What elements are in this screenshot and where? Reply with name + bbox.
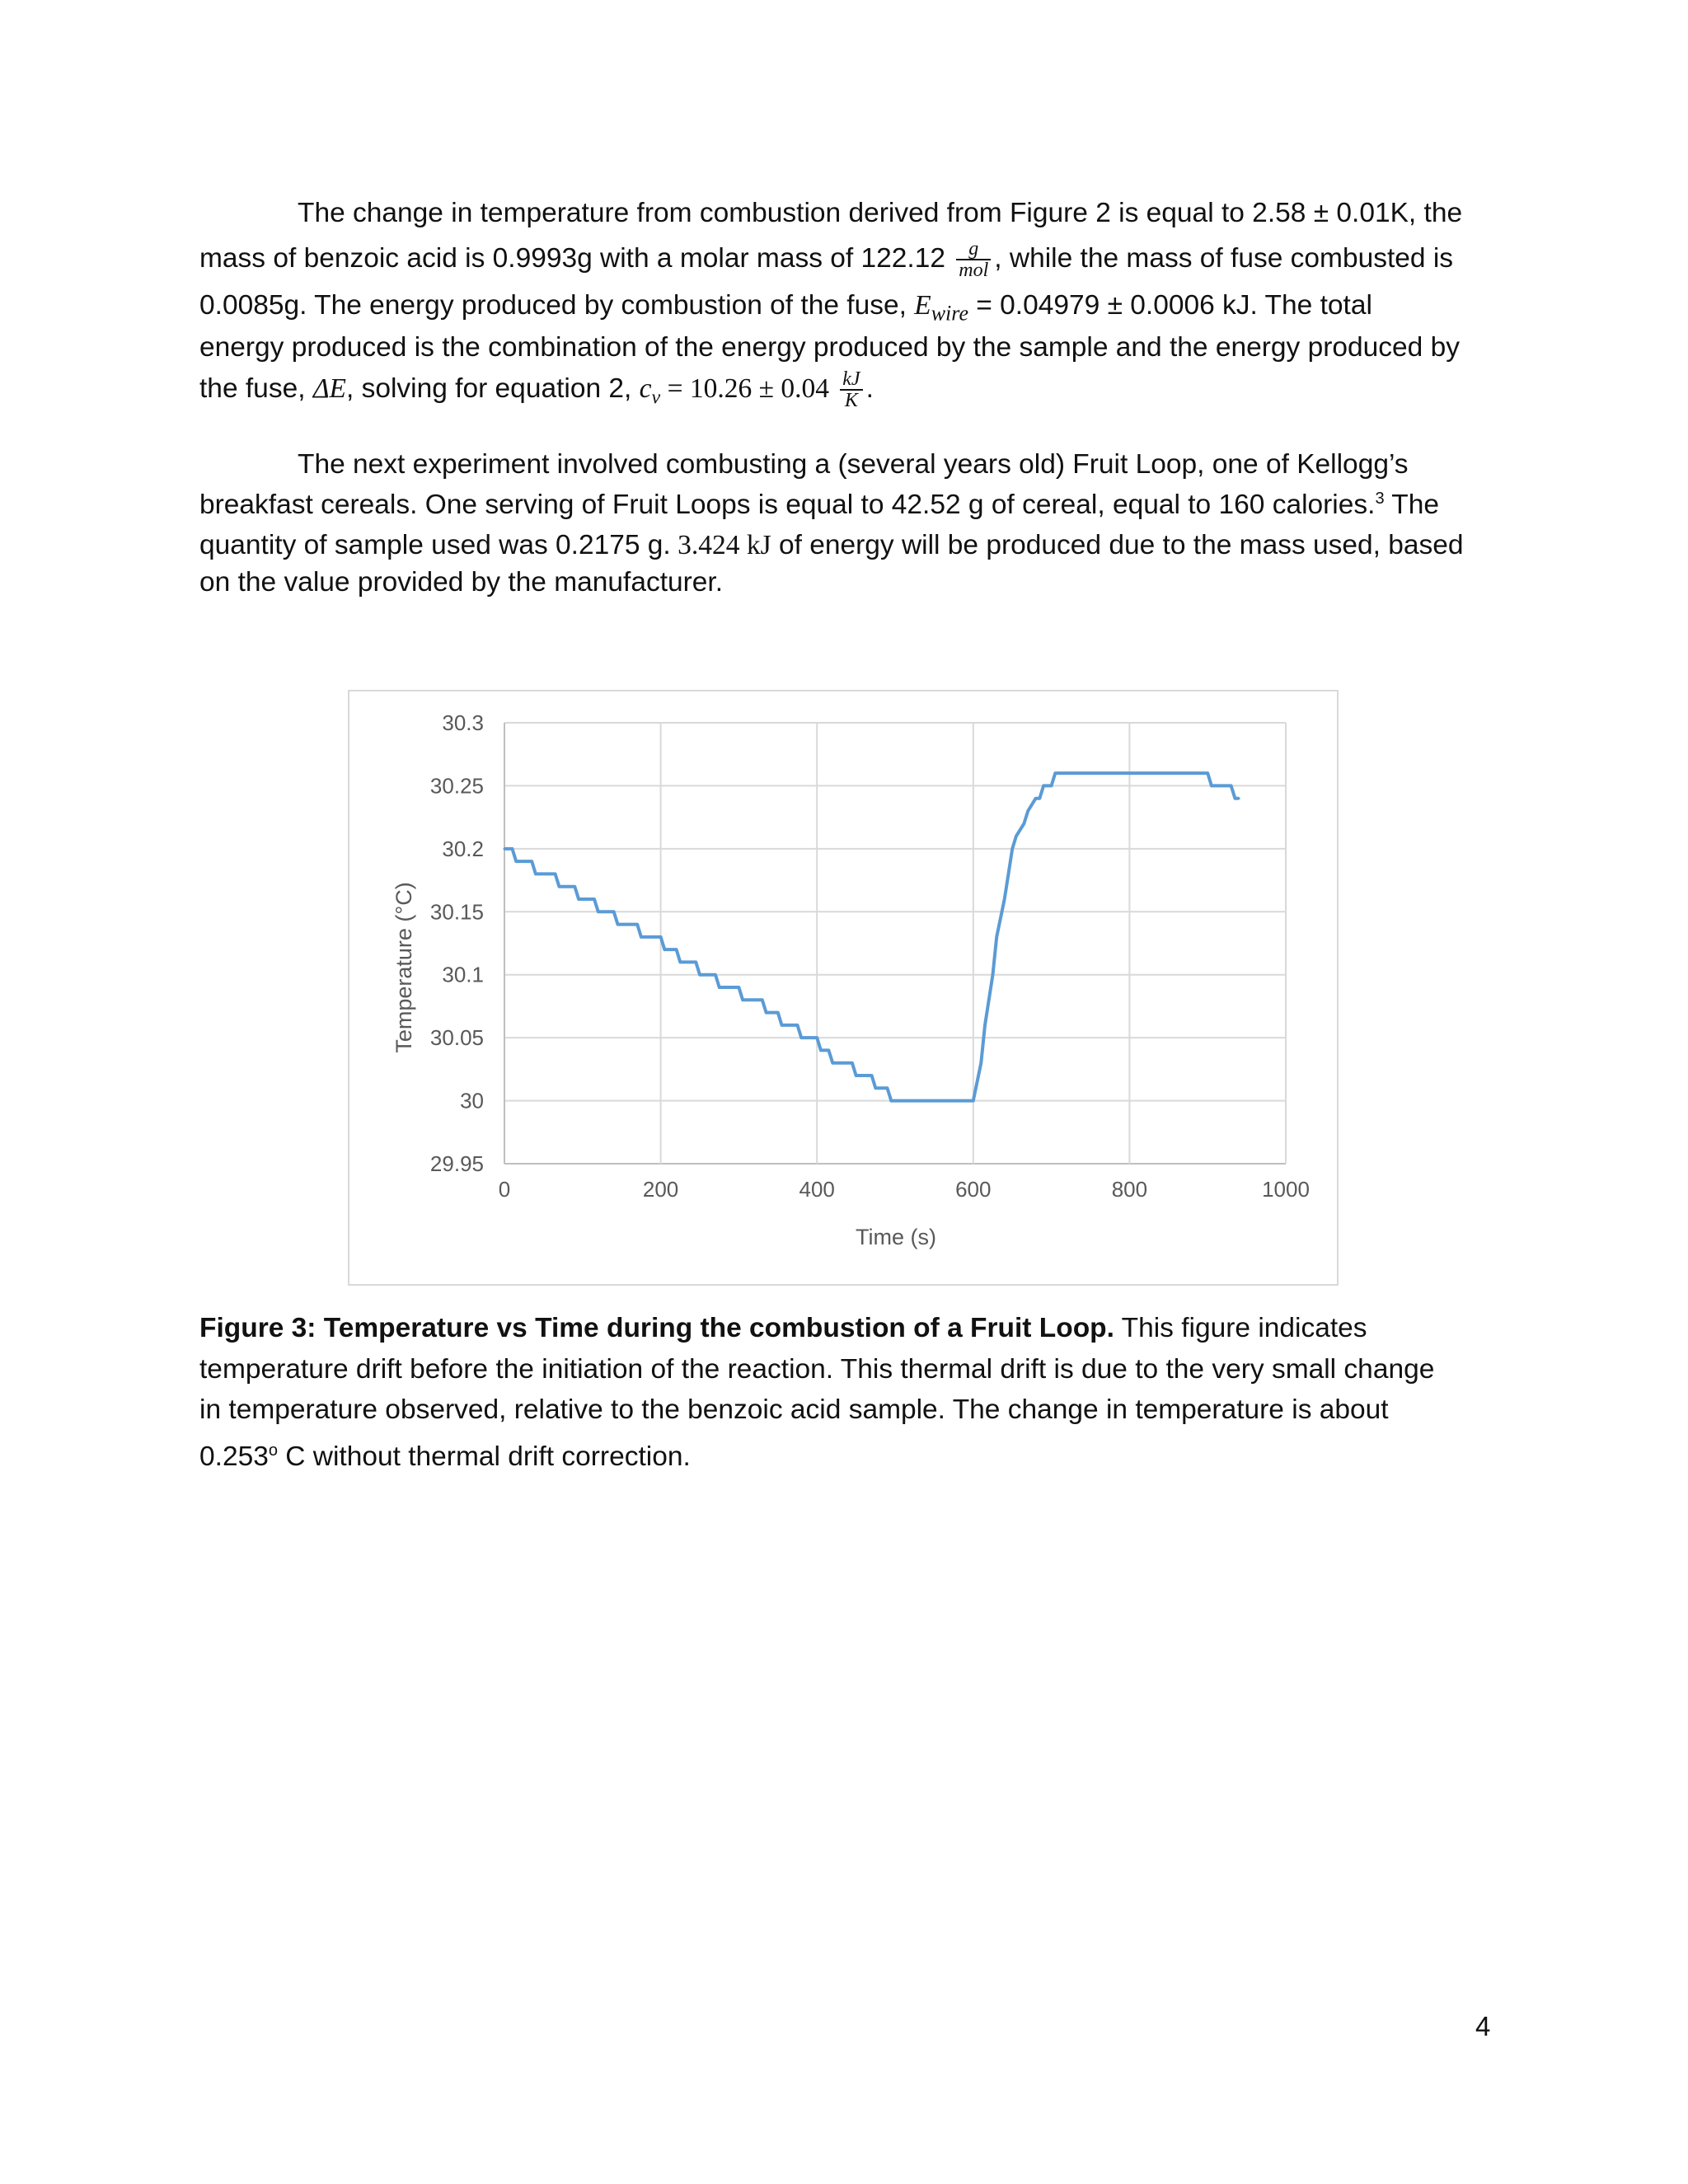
page-number: 4 [1475,2011,1491,2041]
data-point [1023,823,1025,825]
data-point [554,873,556,875]
chart-svg [349,691,1337,1284]
ewire-symbol: E [914,290,931,321]
data-point [718,987,720,989]
y-tick-labels [430,710,484,1176]
data-point [819,1049,822,1052]
x-tick-label: 800 [1111,1177,1148,1202]
energy-math: 3.424 kJ [670,530,771,560]
data-point [1128,772,1131,775]
ewire-subscript: wire [931,301,968,326]
p1-text-5b: , solving for equation 2, [345,373,632,404]
data-point [515,860,518,863]
data-point [1081,772,1084,775]
p2-text-3b: of energy will be produced due to the mass used, based [771,530,1464,560]
data-point [913,1099,916,1102]
caption-text-4a: 0.253 [199,1441,269,1472]
data-point [1062,772,1064,775]
data-point [972,1099,974,1102]
p1-text-2a: mass of benzoic acid is 0.9993g with a molar mass of 122.12 [199,242,945,274]
p2-line3 [199,530,1464,561]
citation-superscript: 3 [1375,490,1385,508]
data-point [1230,785,1232,787]
x-tick-label: 400 [799,1177,835,1202]
p2-text-3a: quantity of sample used was 0.2175 g. [199,530,671,560]
x-tick-label: 200 [642,1177,679,1202]
p1-text-4: energy produced is the combination of the energy produced by the sample and the energy produced by [199,332,1460,363]
molar-mass-unit-fraction [956,239,991,280]
data-point [886,1087,889,1090]
data-point [1207,772,1209,775]
x-axis-label: Time (s) [856,1225,936,1249]
p2-text-1: The next experiment involved combusting a (several years old) Fruit Loop, one of Kellogg’s [298,449,1409,480]
p1-line3 [199,290,1372,326]
data-point [1027,810,1029,813]
data-point [980,1062,982,1064]
fraction-denominator: mol [959,260,989,281]
data-point [1046,785,1048,787]
p2-text-2b: The [1384,490,1439,521]
data-point [1034,797,1037,799]
data-point [612,911,615,913]
data-point [890,1099,893,1102]
data-point [925,1099,927,1102]
data-point [949,1099,951,1102]
data-point [636,923,639,926]
data-point [800,1037,803,1039]
data-point [929,1099,931,1102]
data-point [1066,772,1068,775]
data-point [1238,797,1240,799]
fraction-numerator: kJ [840,369,862,391]
caption-line3: in temperature observed, relative to the benzoic acid sample. The change in temperature is about [199,1394,1389,1425]
data-point [695,961,697,963]
p1-line4 [199,332,1460,363]
data-point [832,1062,834,1064]
data-point [1210,785,1212,787]
x-tick-label: 600 [955,1177,992,1202]
data-point [765,1011,767,1014]
caption-line2: temperature drift before the initiation of the reaction. This thermal drift is due to the very small change [199,1353,1435,1385]
x-tick-labels [499,1177,1310,1202]
data-point [776,1011,779,1014]
data-point [1043,785,1045,787]
data-point [1077,772,1080,775]
data-point [828,1049,830,1052]
data-point [1015,835,1017,837]
data-point [1007,873,1010,875]
x-tick-label: 0 [498,1177,511,1202]
p1-line2 [199,239,1453,280]
data-point [1070,772,1072,775]
data-point [874,1087,877,1090]
cv-symbol: c [639,373,652,404]
x-tick-label: 1000 [1262,1177,1310,1202]
data-point [816,1037,818,1039]
data-point [851,1062,853,1064]
p2-text-2a: breakfast cereals. One serving of Fruit Loops is equal to 42.52 g of cereal, equal to 160 calories. [199,490,1376,521]
p1-text-3b: = 0.04979 ± 0.0006 kJ. The total [968,290,1372,321]
fraction-numerator: g [956,239,991,260]
y-tick-label: 30.05 [429,1025,484,1051]
p1-text-3a: 0.0085g. The energy produced by combustion of the fuse, [199,290,907,321]
data-point [574,885,576,888]
period: . [865,373,874,404]
caption-text-4b: C without thermal drift correction. [277,1441,691,1472]
p1-line5 [199,369,874,410]
y-tick-label: 29.95 [429,1151,484,1176]
cv-value: = 10.26 ± 0.04 [660,373,829,404]
data-point [870,1075,873,1077]
data-point [1234,797,1236,799]
caption-line4 [199,1431,1502,1478]
figure-caption [199,1308,1502,1477]
data-point [534,873,537,875]
data-point [504,847,506,850]
caption-text-1: This figure indicates [1114,1313,1367,1343]
data-point [761,999,763,1001]
data-point [1093,772,1095,775]
data-point [593,898,596,901]
cv-unit-fraction [840,369,862,410]
data-point [909,1099,912,1102]
p1-text-5a: the fuse, [199,373,306,404]
p1-text-2b: , while the mass of fuse combusted is [994,242,1454,274]
delta-e-symbol: ΔE [312,373,346,404]
data-point [511,847,513,850]
p2-text-4: on the value provided by the manufacturer. [199,567,724,598]
data-point [738,987,740,989]
p2-line4 [199,567,723,598]
data-point [984,1024,987,1026]
data-point [1058,772,1061,775]
y-tick-label: 30.25 [429,773,484,799]
p2-line1 [298,449,1409,480]
caption-line1 [199,1308,1502,1349]
data-point [1085,772,1088,775]
figure-3-chart [348,690,1339,1286]
data-point [531,860,533,863]
data-point [617,923,619,926]
energy-value [671,530,771,560]
data-point [1003,898,1006,901]
p2-line2 [199,490,1439,521]
data-point [953,1099,955,1102]
caption-title: Figure 3: Temperature vs Time during the combustion of a Fruit Loop. [199,1313,1114,1343]
p1-text-1: The change in temperature from combustion derived from Figure 2 is equal to 2.58 ± 0.01K, the [298,198,1463,228]
fraction-denominator: K [844,390,858,411]
data-point [679,961,682,963]
data-point [714,973,716,976]
data-point [742,999,744,1001]
data-point [1050,785,1053,787]
y-tick-label: 30 [460,1088,484,1113]
chart-grid [504,723,1286,1164]
data-point [968,1099,971,1102]
data-point [1167,772,1170,775]
y-axis-label: Temperature (°C) [392,882,416,1053]
data-point [1097,772,1100,775]
data-point [640,935,642,938]
cv-subscript: v [651,387,661,409]
data-point [597,911,599,913]
y-tick-label: 30.2 [442,836,484,861]
data-point [675,949,678,951]
data-point [578,898,580,901]
data-point [855,1075,857,1077]
y-tick-label: 30.15 [429,899,484,925]
data-point [796,1024,799,1026]
data-point [659,935,662,938]
data-point [992,973,994,976]
data-point [699,973,701,976]
data-point [1074,772,1076,775]
data-point [1011,847,1014,850]
y-tick-label: 30.1 [442,962,484,987]
data-point [1039,797,1041,799]
data-point [663,949,666,951]
data-point [1054,772,1057,775]
data-point [996,935,998,938]
degree-superscript: o [268,1441,278,1460]
data-point [558,885,560,888]
data-point [781,1024,783,1026]
p1-line1 [298,198,1462,229]
y-tick-label: 30.3 [442,710,484,735]
